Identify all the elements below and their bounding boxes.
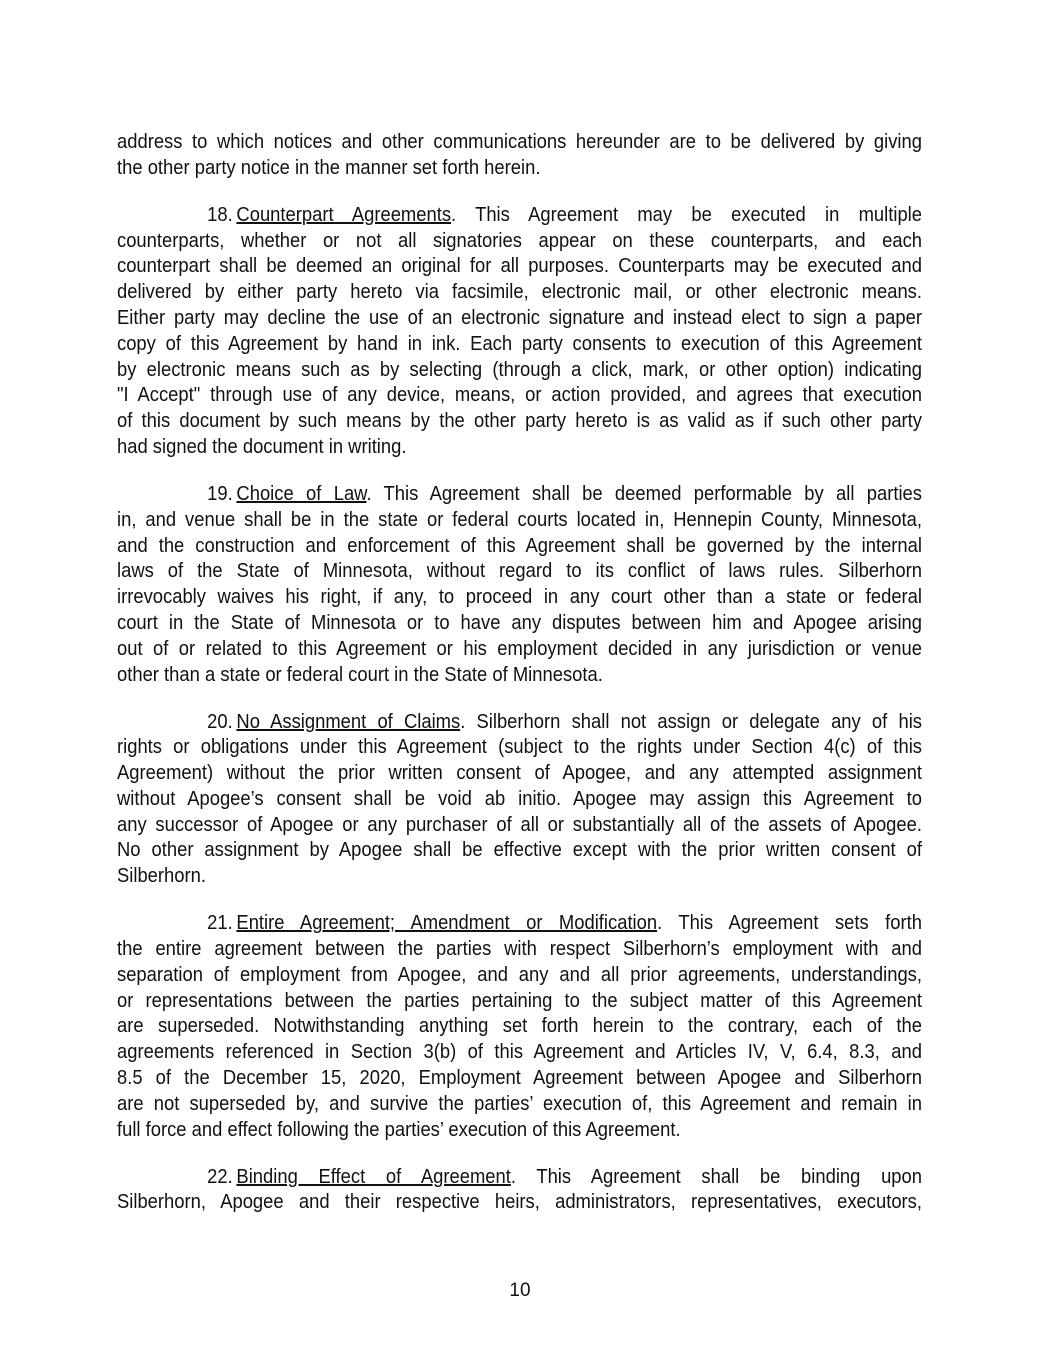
text-line: and the construction and enforcement of this Agreement shall be governed by the internal (117, 534, 922, 557)
section-22 (117, 1165, 922, 1217)
section-number: 21. (207, 912, 233, 935)
text-line: copy of this Agreement by hand in ink. Each party consents to execution of this Agreement (117, 332, 922, 355)
text-line (117, 1165, 922, 1191)
text-line: irrevocably waives his right, if any, to proceed in any court other than a state or federal (117, 586, 922, 609)
text-line: counterparts, whether or not all signatories appear on these counterparts, and each (117, 229, 922, 252)
section-text: . This Agreement shall be binding upon (510, 1165, 922, 1188)
text-line: rights or obligations under this Agreement (subject to the rights under Section 4(c) of this (117, 736, 922, 759)
section-number: 18. (207, 203, 233, 226)
text-line: are superseded. Notwithstanding anything set forth herein to the contrary, each of the (117, 1015, 922, 1038)
section-number: 22. (207, 1165, 233, 1188)
text-line (117, 203, 922, 229)
section-text: . This Agreement may be executed in multiple (451, 203, 922, 226)
text-line: in, and venue shall be in the state or federal courts located in, Hennepin County, Minnesota, (117, 508, 922, 531)
section-18 (117, 203, 922, 461)
text-line: No other assignment by Apogee shall be effective except with the prior written consent of (117, 839, 922, 862)
text-line: separation of employment from Apogee, and any and all prior agreements, understandings, (117, 963, 922, 986)
text-line: counterpart shall be deemed an original for all purposes. Counterparts may be executed and (117, 255, 922, 278)
text-line: are not superseded by, and survive the parties’ execution of, this Agreement and remain in (117, 1092, 922, 1115)
section-heading: No Assignment of Claims (236, 710, 461, 733)
section-heading: Counterpart Agreements (236, 203, 452, 226)
section-19 (117, 482, 922, 688)
section-number: 20. (207, 710, 233, 733)
text-line: the entire agreement between the parties with respect Silberhorn’s employment with and (117, 938, 922, 961)
paragraph (117, 130, 922, 182)
document-page (117, 130, 922, 1237)
section-heading: Binding Effect of Agreement (236, 1165, 511, 1188)
section-heading: Entire Agreement; Amendment or Modification (236, 912, 658, 935)
text-line: out of or related to this Agreement or his employment decided in any jurisdiction or venue (117, 637, 922, 660)
text-line (117, 710, 922, 736)
section-number: 19. (207, 482, 233, 505)
text-line (117, 482, 922, 508)
text-line: by electronic means such as by selecting (through a click, mark, or other option) indicating (117, 358, 922, 381)
text-line: Silberhorn, Apogee and their respective heirs, administrators, representatives, executors, (117, 1191, 922, 1214)
page-number: 10 (509, 1280, 531, 1301)
text-line: Silberhorn. (117, 865, 206, 888)
text-line: Either party may decline the use of an electronic signature and instead elect to sign a paper (117, 306, 922, 329)
text-line: other than a state or federal court in the State of Minnesota. (117, 663, 603, 686)
text-line: full force and effect following the parties’ execution of this Agreement. (117, 1118, 681, 1141)
text-line: agreements referenced in Section 3(b) of this Agreement and Articles IV, V, 6.4, 8.3, and (117, 1041, 922, 1064)
section-heading: Choice of Law (236, 482, 367, 505)
text-line: delivered by either party hereto via facsimile, electronic mail, or other electronic means. (117, 281, 922, 304)
text-line: "I Accept" through use of any device, means, or action provided, and agrees that execution (117, 384, 922, 407)
text-line: had signed the document in writing. (117, 435, 407, 458)
text-line: of this document by such means by the other party hereto is as valid as if such other party (117, 410, 922, 433)
section-20 (117, 710, 922, 891)
text-line: Agreement) without the prior written consent of Apogee, and any attempted assignment (117, 762, 922, 785)
text-line: court in the State of Minnesota or to have any disputes between him and Apogee arising (117, 611, 922, 634)
text-line: the other party notice in the manner set forth herein. (117, 156, 541, 179)
text-line (117, 911, 922, 937)
section-text: . Silberhorn shall not assign or delegate any of his (460, 710, 922, 733)
text-line: or representations between the parties pertaining to the subject matter of this Agreement (117, 989, 922, 1012)
text-line: any successor of Apogee or any purchaser of all or substantially all of the assets of Apogee. (117, 813, 922, 836)
text-line: laws of the State of Minnesota, without regard to its conflict of laws rules. Silberhorn (117, 560, 922, 583)
text-line: address to which notices and other communications hereunder are to be delivered by giving (117, 131, 922, 153)
section-text: . This Agreement sets forth (657, 912, 922, 935)
section-text: . This Agreement shall be deemed performable by all parties (366, 482, 922, 505)
section-21 (117, 911, 922, 1143)
text-line: without Apogee’s consent shall be void ab initio. Apogee may assign this Agreement to (117, 787, 922, 810)
text-line: 8.5 of the December 15, 2020, Employment Agreement between Apogee and Silberhorn (117, 1067, 922, 1090)
